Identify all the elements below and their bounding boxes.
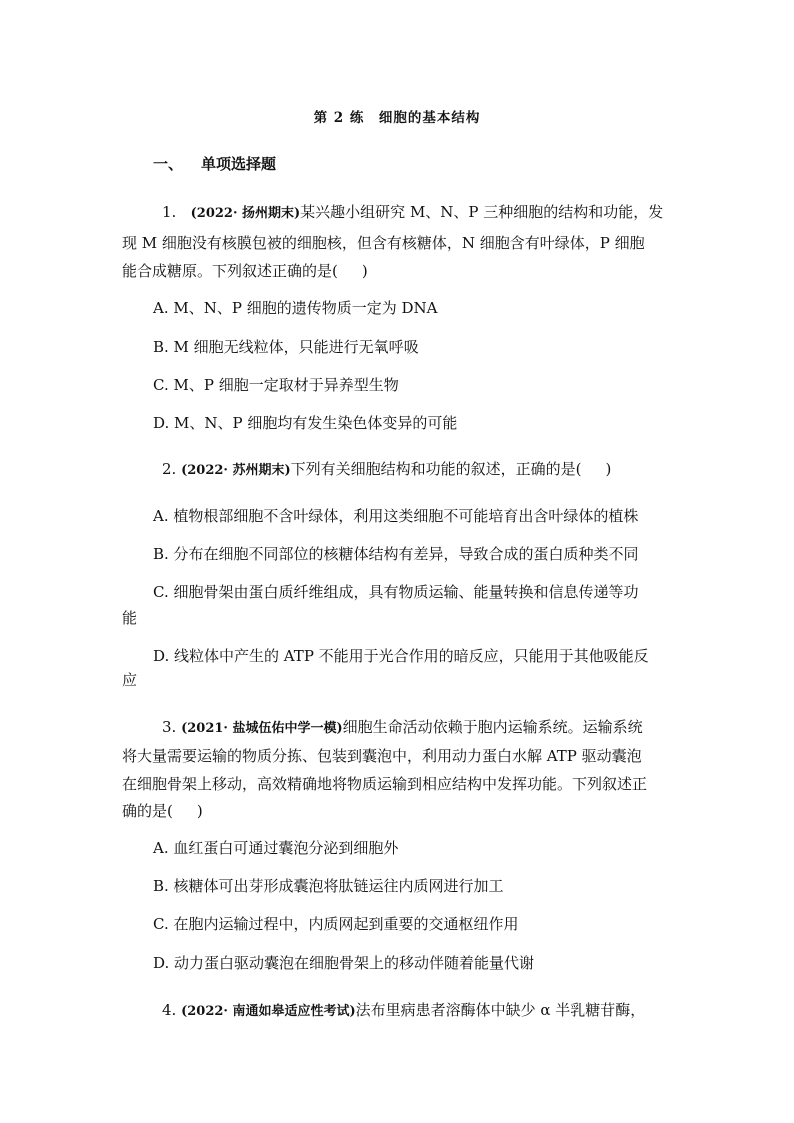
q1-stem-line-2: 现 M 细胞没有核膜包被的细胞核，但含有核糖体，N 细胞含有叶绿体，P 细胞 — [122, 234, 645, 252]
q2-option-d-line-2: 应 — [122, 671, 138, 689]
q3-option-d: D. 动力蛋白驱动囊泡在细胞骨架上的移动伴随着能量代谢 — [153, 954, 535, 972]
q1-close-paren: ) — [361, 262, 368, 280]
q3-stem-line-3: 在细胞骨架上移动，高效精确地将物质运输到相应结构中发挥功能。下列叙述正 — [122, 775, 648, 793]
q3-close-paren: ) — [196, 802, 203, 820]
q3-option-c: C. 在胞内运输过程中，内质网起到重要的交通枢纽作用 — [153, 915, 519, 933]
q1-stem-line-1 — [162, 202, 663, 224]
q1-option-b: B. M 细胞无线粒体，只能进行无氧呼吸 — [153, 338, 419, 356]
q1-option-a: A. M、N、P 细胞的遗传物质一定为 DNA — [153, 299, 438, 317]
q2-stem-text: 下列有关细胞结构和功能的叙述，正确的是( — [290, 460, 582, 478]
section-heading — [153, 153, 276, 174]
page-title: 第 2 练 细胞的基本结构 — [313, 110, 481, 126]
q4-source: (2022· 南通如皋适应性考试) — [181, 1004, 356, 1019]
q2-option-c-line-2: 能 — [122, 609, 138, 627]
q3-stem-line-4 — [122, 801, 203, 821]
q3-number: 3. — [162, 718, 177, 736]
q3-stem-line-1 — [162, 717, 643, 739]
section-number: 一、 — [153, 155, 184, 173]
q1-option-c: C. M、P 细胞一定取材于异养型生物 — [153, 376, 399, 394]
q1-source: (2022· 扬州期末) — [190, 206, 301, 221]
q2-option-b: B. 分布在细胞不同部位的核糖体结构有差异，导致合成的蛋白质种类不同 — [153, 545, 639, 563]
q3-stem-text-4: 确的是( — [122, 802, 173, 820]
q3-option-a: A. 血红蛋白可通过囊泡分泌到细胞外 — [153, 839, 399, 857]
q4-stem-text-1: 法布里病患者溶酶体中缺少 α 半乳糖苷酶， — [355, 1001, 646, 1019]
q2-source: (2022· 苏州期末) — [181, 463, 291, 478]
q2-number: 2. — [162, 460, 177, 478]
q1-stem-line-3 — [122, 261, 368, 281]
q4-number: 4. — [162, 1001, 177, 1019]
q3-stem-text-1: 细胞生命活动依赖于胞内运输系统。运输系统 — [342, 718, 643, 736]
q3-option-b: B. 核糖体可出芽形成囊泡将肽链运往内质网进行加工 — [153, 877, 504, 895]
q4-stem-line-1 — [162, 1000, 645, 1022]
q3-stem-line-2: 将大量需要运输的物质分拣、包装到囊泡中，利用动力蛋白水解 ATP 驱动囊泡 — [122, 747, 642, 765]
q3-source: (2021· 盐城伍佑中学一模) — [181, 721, 343, 736]
q1-stem-text-1: 某兴趣小组研究 M、N、P 三种细胞的结构和功能，发 — [300, 203, 664, 221]
q1-number: 1. — [162, 203, 177, 221]
q2-option-c-line-1: C. 细胞骨架由蛋白质纤维组成，具有物质运输、能量转换和信息传递等功 — [153, 583, 639, 601]
q2-close-paren: ) — [605, 460, 612, 478]
section-label: 单项选择题 — [201, 155, 277, 173]
q2-stem — [162, 459, 611, 481]
q1-stem-text-3: 能合成糖原。下列叙述正确的是( — [122, 262, 338, 280]
q2-option-a: A. 植物根部细胞不含叶绿体，利用这类细胞不可能培育出含叶绿体的植株 — [153, 507, 639, 525]
q2-option-d-line-1: D. 线粒体中产生的 ATP 不能用于光合作用的暗反应，只能用于其他吸能反 — [153, 647, 649, 665]
q1-option-d: D. M、N、P 细胞均有发生染色体变异的可能 — [153, 414, 458, 432]
